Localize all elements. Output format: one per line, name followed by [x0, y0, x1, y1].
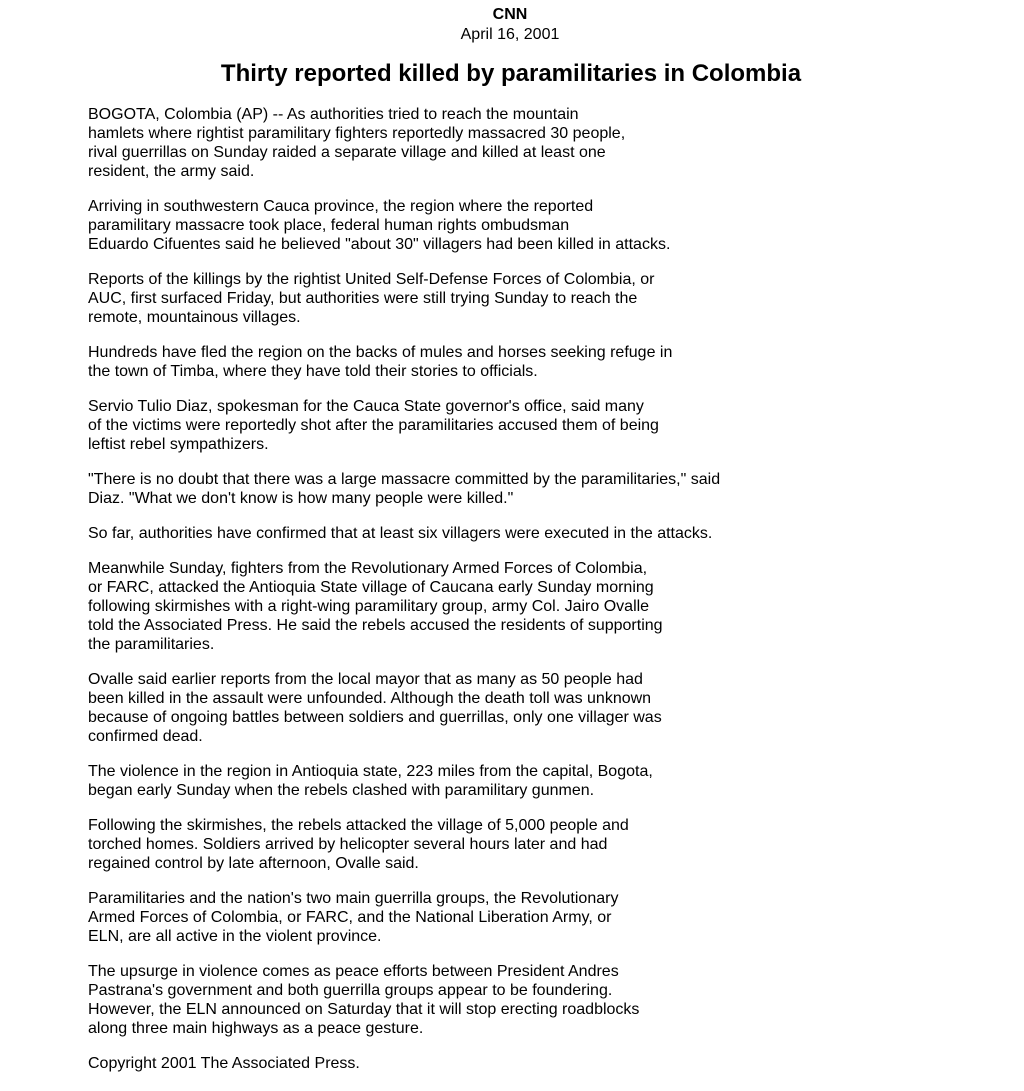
article-paragraph: BOGOTA, Colombia (AP) -- As authorities tried to reach the mountain hamlets where rightist paramilitary fighters reportedly massacred 30 people, rival guerrillas on Sunday raided a separate village and killed at least one resident, the army said. [88, 106, 626, 180]
article-paragraph: The upsurge in violence comes as peace efforts between President Andres Pastrana's government and both guerrilla groups appear to be foundering. However, the ELN announced on Saturday that it will stop erecting roadblocks along three main highways as a peace gesture. [88, 963, 640, 1037]
article-paragraph: Servio Tulio Diaz, spokesman for the Cauca State governor's office, said many of the victims were reportedly shot after the paramilitaries accused them of being leftist rebel sympathizers. [88, 398, 659, 453]
publication-date: April 16, 2001 [460, 26, 560, 43]
article-paragraph: So far, authorities have confirmed that at least six villagers were executed in the attacks. [88, 525, 713, 542]
article-paragraph: The violence in the region in Antioquia state, 223 miles from the capital, Bogota, began early Sunday when the rebels clashed with paramilitary gunmen. [88, 763, 653, 799]
news-source: CNN [492, 6, 528, 23]
article-paragraph: Paramilitaries and the nation's two main guerrilla groups, the Revolutionary Armed Forces of Colombia, or FARC, and the National Liberation Army, or ELN, are all active in the violent province. [88, 890, 619, 945]
article-paragraph: "There is no doubt that there was a large massacre committed by the paramilitaries," said Diaz. "What we don't know is how many people were killed." [88, 471, 721, 507]
article-paragraph: Arriving in southwestern Cauca province, the region where the reported paramilitary massacre took place, federal human rights ombudsman Eduardo Cifuentes said he believed "about 30" villagers had been killed in attacks. [88, 198, 671, 253]
article-body [88, 105, 738, 1089]
article-header [0, 5, 1020, 45]
article-paragraph: Hundreds have fled the region on the backs of mules and horses seeking refuge in the town of Timba, where they have told their stories to officials. [88, 344, 673, 380]
article-paragraph: Meanwhile Sunday, fighters from the Revolutionary Armed Forces of Colombia, or FARC, attacked the Antioquia State village of Caucana early Sunday morning following skirmishes with a right-wing paramilitary group, army Col. Jairo Ovalle told the Associated Press. He said the rebels accused the residents of supporting the paramilitaries. [88, 560, 663, 653]
article-paragraph: Ovalle said earlier reports from the local mayor that as many as 50 people had been killed in the assault were unfounded. Although the death toll was unknown because of ongoing battles between soldiers and guerrillas, only one villager was confirmed dead. [88, 671, 662, 745]
article-headline: Thirty reported killed by paramilitaries in Colombia [220, 60, 802, 87]
article-paragraph: Reports of the killings by the rightist United Self-Defense Forces of Colombia, or AUC, first surfaced Friday, but authorities were still trying Sunday to reach the remote, mountainous villages. [88, 271, 655, 326]
article-paragraph: Following the skirmishes, the rebels attacked the village of 5,000 people and torched homes. Soldiers arrived by helicopter several hours later and had regained control by late afternoon, Ovalle said. [88, 817, 629, 872]
copyright-notice: Copyright 2001 The Associated Press. [88, 1055, 360, 1072]
